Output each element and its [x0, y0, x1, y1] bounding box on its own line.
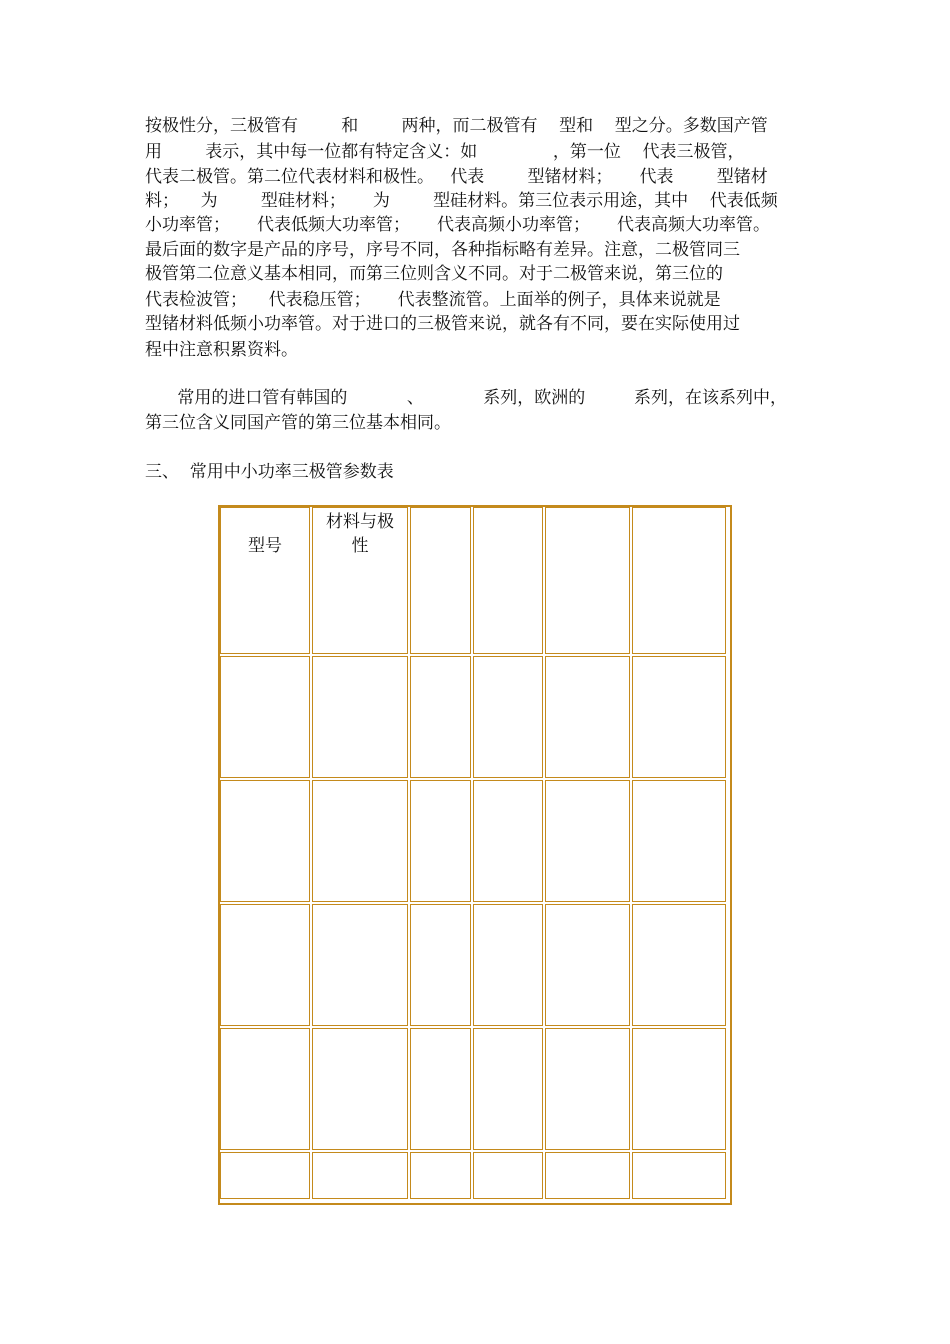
- table-cell: [545, 780, 630, 902]
- table-header-cell: [632, 507, 726, 654]
- parameter-table: [218, 505, 732, 1205]
- table-cell: [312, 656, 408, 778]
- table-cell: [410, 656, 471, 778]
- text-line: 极管第二位意义基本相同，而第三位则含义不同。对于二极管来说，第三位的: [145, 264, 723, 284]
- text-line: 程中注意积累资料。: [145, 340, 298, 360]
- table-cell: [220, 656, 310, 778]
- table-cell: [220, 780, 310, 902]
- table-header-label: 型号: [248, 536, 282, 556]
- text-line: 常用的进口管有韩国的 、 系列，欧洲的 系列，在该系列中，: [145, 388, 787, 408]
- section-heading: 三、 常用中小功率三极管参数表: [145, 462, 394, 482]
- table-cell: [632, 656, 726, 778]
- text-line: 料； 为 型硅材料； 为 型硅材料。第三位表示用途，其中 代表低频: [145, 191, 778, 211]
- table-cell: [312, 1152, 408, 1199]
- table-header-cell: [410, 507, 471, 654]
- table-cell: [473, 1152, 543, 1199]
- table-cell: [473, 1028, 543, 1150]
- table-cell: [545, 656, 630, 778]
- table-cell: [545, 1028, 630, 1150]
- table-cell: [545, 904, 630, 1026]
- table-cell: [473, 780, 543, 902]
- text-line: 代表二极管。第二位代表材料和极性。 代表 型锗材料； 代表 型锗材: [145, 167, 768, 187]
- table-cell: [545, 1152, 630, 1199]
- table-header-cell: [473, 507, 543, 654]
- table-header-cell: [220, 507, 310, 654]
- table-header-cell: [312, 507, 408, 654]
- table-cell: [220, 1028, 310, 1150]
- table-cell: [312, 780, 408, 902]
- table-cell: [632, 904, 726, 1026]
- table-cell: [473, 656, 543, 778]
- text-line: 用 表示，其中每一位都有特定含义：如 ，第一位 代表三极管，: [145, 142, 745, 162]
- table-cell: [410, 1028, 471, 1150]
- table-cell: [632, 1152, 726, 1199]
- table-cell: [632, 1028, 726, 1150]
- table-cell: [410, 904, 471, 1026]
- text-line: 按极性分，三极管有 和 两种，而二极管有 型和 型之分。多数国产管: [145, 116, 768, 136]
- table-cell: [312, 1028, 408, 1150]
- text-line: 小功率管； 代表低频大功率管； 代表高频小功率管； 代表高频大功率管。: [145, 215, 771, 235]
- table-cell: [473, 904, 543, 1026]
- text-line: 最后面的数字是产品的序号，序号不同，各种指标略有差异。注意，二极管同三: [145, 240, 740, 260]
- text-line: 第三位含义同国产管的第三位基本相同。: [145, 413, 451, 433]
- table-header-cell: [545, 507, 630, 654]
- text-line: 代表检波管； 代表稳压管； 代表整流管。上面举的例子，具体来说就是: [145, 290, 721, 310]
- table-cell: [632, 780, 726, 902]
- table-cell: [410, 1152, 471, 1199]
- table-cell: [220, 1152, 310, 1199]
- text-line: 型锗材料低频小功率管。对于进口的三极管来说，就各有不同，要在实际使用过: [145, 314, 740, 334]
- table-cell: [410, 780, 471, 902]
- table-cell: [312, 904, 408, 1026]
- table-cell: [220, 904, 310, 1026]
- table-header-label: 材料与极 性: [326, 512, 394, 556]
